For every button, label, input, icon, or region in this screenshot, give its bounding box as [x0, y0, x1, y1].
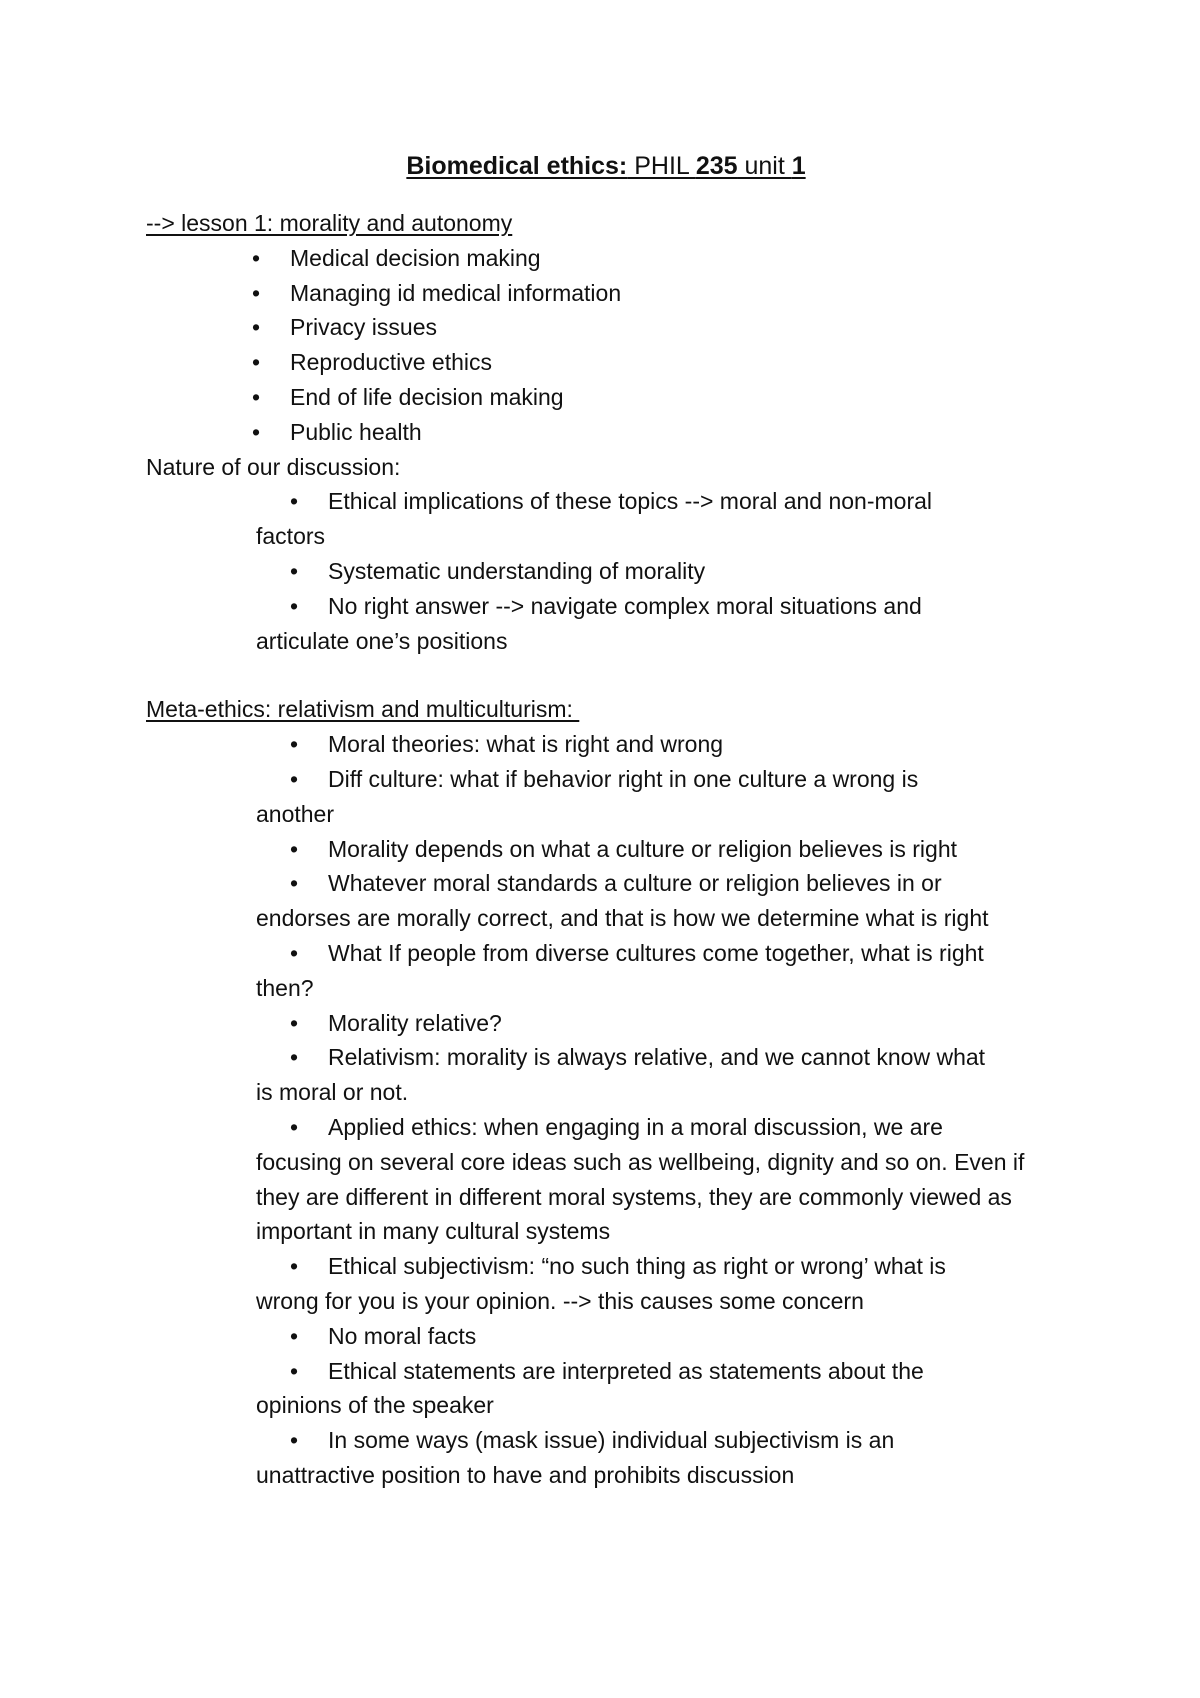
bullet-icon: • [290, 557, 299, 584]
discussion-heading: Nature of our discussion: [146, 453, 401, 480]
list-item: • Privacy issues [252, 310, 1066, 345]
list-item [146, 866, 1066, 936]
list-item-continuation: opinions of the speaker [256, 1392, 494, 1419]
list-item: • Medical decision making [252, 241, 1066, 276]
list-item-continuation: factors [256, 523, 326, 550]
list-item [146, 1249, 1066, 1319]
list-item [146, 1110, 1066, 1249]
list-item-text: Whatever moral standards a culture or religion believes in or [328, 870, 942, 897]
bullet-icon: • [290, 488, 299, 515]
list-item [146, 1006, 1066, 1041]
metaethics-list [146, 727, 1066, 1493]
list-item-text: Diff culture: what if behavior right in one culture a wrong is [328, 765, 919, 792]
list-item-text: Ethical subjectivism: “no such thing as right or wrong’ what is [328, 1253, 946, 1280]
title-unit-number: 1 [791, 152, 806, 180]
list-item-continuation: then? [256, 974, 314, 1001]
lesson-heading: --> lesson 1: morality and autonomy [146, 210, 513, 236]
list-item-text: Ethical statements are interpreted as statements about the [328, 1357, 924, 1384]
list-item-continuation: wrong for you is your opinion. --> this causes some concern [256, 1287, 864, 1314]
bullet-icon: • [290, 1357, 299, 1384]
list-item [146, 1319, 1066, 1354]
list-item-text: Morality relative? [328, 1009, 502, 1036]
list-item-continuation: articulate one’s positions [256, 627, 508, 654]
bullet-icon: • [290, 1253, 299, 1280]
list-item-continuation: is moral or not. [256, 1079, 409, 1106]
list-item [146, 589, 1066, 659]
list-item-continuation: focusing on several core ideas such as wellbeing, dignity and so on. Even if they are different in different moral systems, they are commonly viewed as important in many cultural systems [256, 1148, 1025, 1245]
list-item [146, 1354, 1066, 1424]
list-item [146, 936, 1066, 1006]
list-item-continuation: another [256, 800, 335, 827]
list-item-text: Systematic understanding of morality [328, 557, 706, 584]
list-item [146, 1423, 1066, 1493]
list-item: • Managing id medical information [252, 276, 1066, 311]
section-spacer [146, 658, 1066, 692]
bullet-icon: • [290, 1044, 299, 1071]
list-item-text: Ethical implications of these topics --> moral and non-moral [328, 488, 933, 515]
list-item-text: Moral theories: what is right and wrong [328, 731, 724, 758]
title-course-prefix: PHIL [627, 152, 696, 180]
list-item-text: No right answer --> navigate complex moral situations and [328, 592, 922, 619]
list-item-text: What If people from diverse cultures come together, what is right [328, 939, 984, 966]
document-body [146, 148, 1066, 1493]
list-item [146, 554, 1066, 589]
title-unit-label: unit [737, 152, 792, 180]
list-item-text: In some ways (mask issue) individual subjectivism is an [328, 1427, 895, 1454]
list-item: • Reproductive ethics [252, 345, 1066, 380]
list-item-continuation: endorses are morally correct, and that is how we determine what is right [256, 905, 989, 932]
list-item-text: Applied ethics: when engaging in a moral discussion, we are [328, 1113, 943, 1140]
list-item [146, 832, 1066, 867]
list-item-text: Morality depends on what a culture or religion believes is right [328, 835, 957, 862]
bullet-icon: • [290, 939, 299, 966]
bullet-icon: • [290, 1009, 299, 1036]
bullet-icon: • [290, 870, 299, 897]
title-course-number: 235 [695, 152, 738, 180]
title-bold-part: Biomedical ethics: [406, 152, 628, 180]
list-item [146, 484, 1066, 554]
bullet-icon: • [290, 731, 299, 758]
bullet-icon: • [290, 1322, 299, 1349]
page-title [146, 148, 1066, 184]
list-item [146, 762, 1066, 832]
bullet-icon: • [290, 592, 299, 619]
list-item [146, 727, 1066, 762]
bullet-icon: • [290, 765, 299, 792]
list-item-continuation: unattractive position to have and prohibits discussion [256, 1461, 795, 1488]
lesson-topic-list [146, 241, 1066, 450]
list-item-text: Relativism: morality is always relative, and we cannot know what [328, 1044, 986, 1071]
list-item: • Public health [252, 415, 1066, 450]
list-item-text: No moral facts [328, 1322, 477, 1349]
bullet-icon: • [290, 1113, 299, 1140]
metaethics-heading: Meta-ethics: relativism and multiculturism: [146, 696, 580, 723]
discussion-list [146, 484, 1066, 658]
bullet-icon: • [290, 1427, 299, 1454]
list-item: • End of life decision making [252, 380, 1066, 415]
list-item [146, 1040, 1066, 1110]
bullet-icon: • [290, 835, 299, 862]
